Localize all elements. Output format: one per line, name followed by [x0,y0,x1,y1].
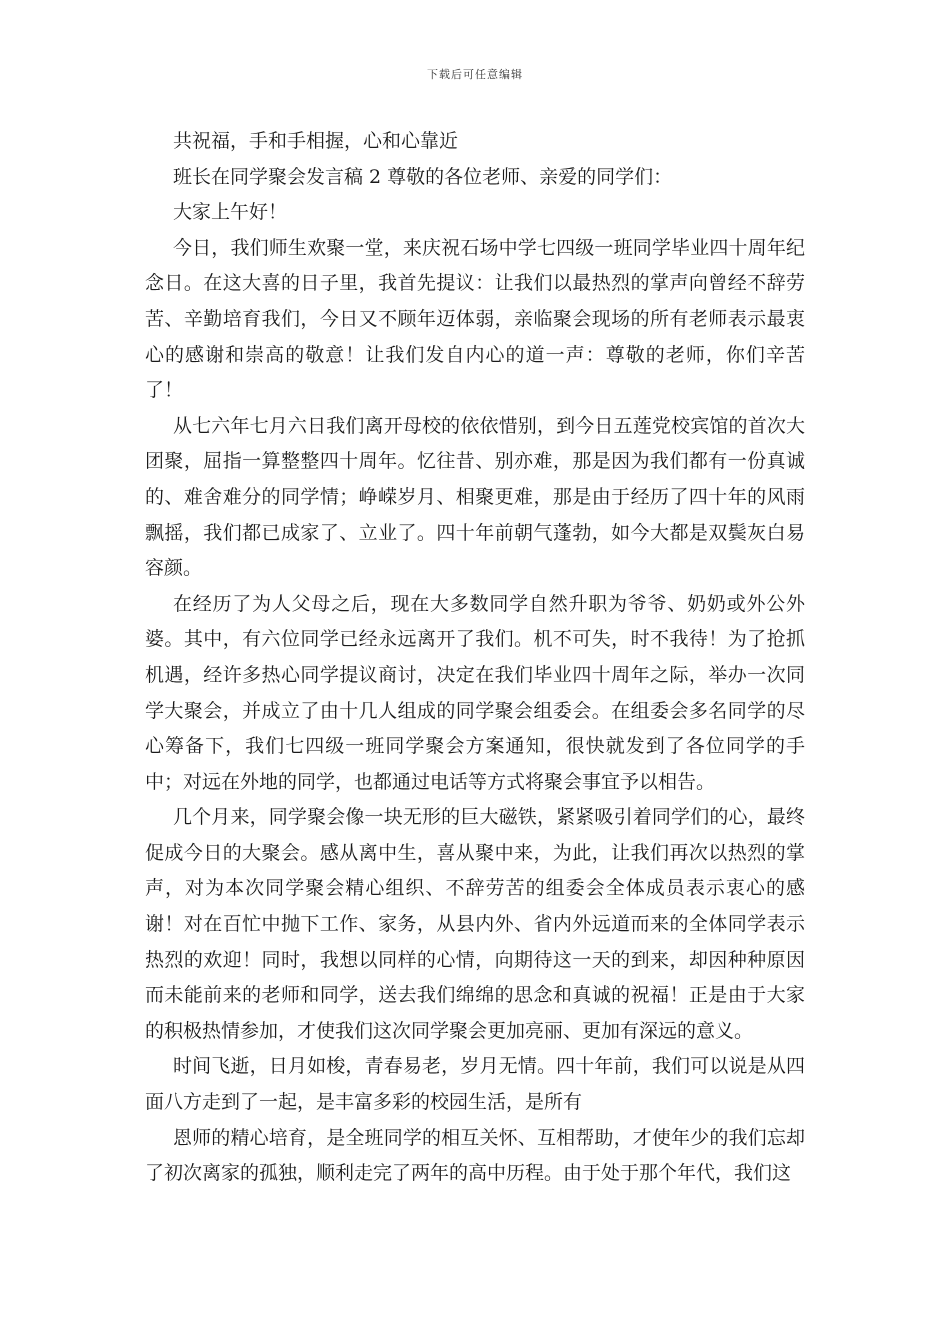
paragraph-time-flies: 时间飞逝，日月如梭，青春易老，岁月无情。四十年前，我们可以说是从四面八方走到了一起，是丰富多彩的校园生活，是所有 [145,1055,805,1114]
paragraph-blessing: 共祝福，手和手相握，心和心靠近 [173,130,459,152]
paragraph-committee: 在经历了为人父母之后，现在大多数同学自然升职为爷爷、奶奶或外公外婆。其中，有六位同学已经永远离开了我们。机不可失，时不我待！为了抢抓机遇，经许多热心同学提议商讨，决定在我们毕业四十周年之际，举办一次同学大聚会，并成立了由十几人组成的同学聚会组委会。在组委会多名同学的尽心筹备下，我们七四级一班同学聚会方案通知，很快就发到了各位同学的手中；对远在外地的同学，也都通过电话等方式将聚会事宜予以相告。 [145,592,805,793]
paragraph-celebration: 今日，我们师生欢聚一堂，来庆祝石场中学七四级一班同学毕业四十周年纪念日。在这大喜的日子里，我首先提议：让我们以最热烈的掌声向曾经不辞劳苦、辛勤培育我们，今日又不顾年迈体弱，亲临聚会现场的所有老师表示最衷心的感谢和崇高的敬意！让我们发自内心的道一声：尊敬的老师，你们辛苦了！ [145,236,805,402]
paragraph-title-greeting: 班长在同学聚会发言稿 2 尊敬的各位老师、亲爱的同学们： [173,165,673,188]
header-note: 下载后可任意编辑 [427,68,523,81]
paragraph-good-morning: 大家上午好！ [173,201,288,224]
paragraph-teachers: 恩师的精心培育，是全班同学的相互关怀、互相帮助，才使年少的我们忘却了初次离家的孤独，顺利走完了两年的高中历程。由于处于那个年代，我们这 [145,1126,805,1185]
paragraph-forty-years: 从七六年七月六日我们离开母校的依依惜别，到今日五莲党校宾馆的首次大团聚，屈指一算整整四十周年。忆往昔、别亦难，那是因为我们都有一份真诚的、难舍难分的同学情；峥嵘岁月、相聚更难，那是由于经历了四十年的风雨飘摇，我们都已成家了、立业了。四十年前朝气蓬勃，如今大都是双鬓灰白易容颜。 [145,414,805,580]
paragraph-thanks: 几个月来，同学聚会像一块无形的巨大磁铁，紧紧吸引着同学们的心，最终促成今日的大聚会。感从离中生，喜从聚中来，为此，让我们再次以热烈的掌声，对为本次同学聚会精心组织、不辞劳苦的组委会全体成员表示衷心的感谢！对在百忙中抛下工作、家务，从县内外、省内外远道而来的全体同学表示热烈的欢迎！同时，我想以同样的心情，向期待这一天的到来，却因种种原因而未能前来的老师和同学，送去我们绵绵的思念和真诚的祝福！正是由于大家的积极热情参加，才使我们这次同学聚会更加亮丽、更加有深远的意义。 [145,806,805,1042]
document-body [145,124,805,1192]
